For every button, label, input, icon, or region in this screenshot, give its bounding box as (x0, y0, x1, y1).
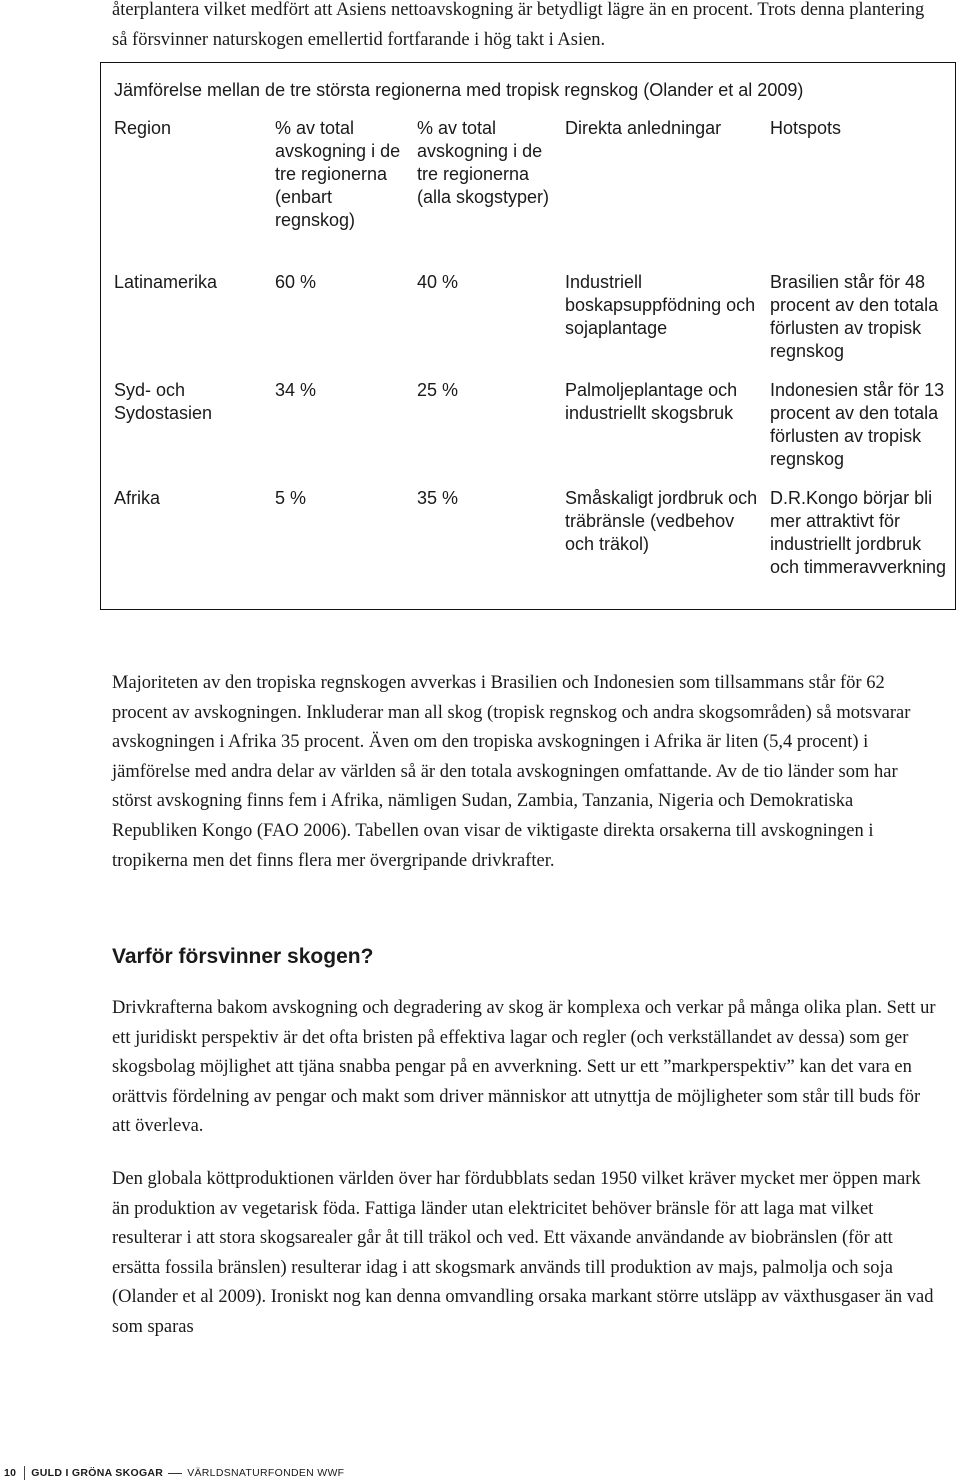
table-cell-region: Latinamerika (114, 272, 218, 292)
table-cell-region: Syd- och Sydostasien (114, 380, 213, 423)
table-cell-direct-causes: Småskaligt jordbruk och träbränsle (vedbehov och träkol) (565, 488, 758, 554)
table-caption: Jämförelse mellan de tre största regionerna med tropisk regnskog (Olander et al 2009) (114, 80, 804, 100)
publication-title: GULD I GRÖNA SKOGAR (31, 1467, 164, 1479)
table-header-direct-causes: Direkta anledningar (565, 118, 722, 138)
body-paragraph: Den globala köttproduktionen världen över har fördubblats sedan 1950 vilket kräver mycket mer öppen mark än produktion av vegetarisk föda. Fattiga länder utan elektricitet behöver bränsle för att laga mat vilket resulterar i att stora skogsarealer går åt till träkol och ved. Ett växande användande av biobränslen (för att ersätta fossila bränslen) resulterar idag i att skogsmark används till produktion av majs, palmolja och soja (Olander et al 2009). Ironiskt nog kan denna omvandling orsaka markant större utsläpp av växthusgaser än vad som sparas (112, 1169, 934, 1337)
table-cell-share-all-forest: 40 % (417, 272, 459, 292)
table-cell-share-all-forest: 25 % (417, 380, 459, 400)
body-paragraph: Majoriteten av den tropiska regnskogen avverkas i Brasilien och Indonesien som tillsammans står för 62 procent av avskogningen. Inkluderar man all skog (tropisk regnskog och andra skogsområden) så motsvarar avskogningen i Afrika 35 procent. Även om den tropiska avskogningen i Afrika är liten (5,4 procent) i jämförelse med andra delar av världen så är den totala avskogningen omfattande. Av de tio länder som har störst avskogning finns fem i Afrika, nämligen Sudan, Zambia, Tanzania, Nigeria och Demokratiska Republiken Kongo (FAO 2006). Tabellen ovan visar de viktigaste direkta orsakerna till avskogningen i tropikerna men det finns flera mer övergripande drivkrafter. (112, 673, 911, 871)
table-cell-share-rainforest: 34 % (275, 380, 317, 400)
table-header-region: Region (114, 118, 172, 138)
table-cell-region: Afrika (114, 488, 161, 508)
publisher-name: VÄRLDSNATURFONDEN WWF (187, 1467, 345, 1479)
table-header-share-all-forest: % av total avskogning i de tre regionerna (alla skogstyper) (417, 118, 550, 207)
page-number: 10 (4, 1467, 17, 1479)
table-cell-direct-causes: Palmoljeplantage och industriellt skogsbruk (565, 380, 738, 423)
footer-divider (24, 1466, 25, 1480)
section-heading: Varför försvinner skogen? (112, 945, 374, 968)
table-cell-direct-causes: Industriell boskapsuppfödning och sojaplantage (565, 272, 756, 338)
table-cell-share-all-forest: 35 % (417, 488, 459, 508)
table-header-share-rainforest: % av total avskogning i de tre regionerna (enbart regnskog) (275, 118, 401, 230)
intro-paragraph: återplantera vilket medfört att Asiens nettoavskogning är betydligt lägre än en procent. Trots denna plantering så försvinner naturskogen emellertid fortfarande i hög takt i Asien. (112, 0, 925, 50)
footer-dash (168, 1473, 182, 1474)
table-cell-share-rainforest: 60 % (275, 272, 317, 292)
comparison-table (100, 62, 956, 610)
table-cell-hotspots: Indonesien står för 13 procent av den totala förlusten av tropisk regnskog (770, 380, 945, 469)
table-cell-hotspots: Brasilien står för 48 procent av den totala förlusten av tropisk regnskog (770, 272, 939, 361)
page-footer (4, 1466, 344, 1480)
table-cell-hotspots: D.R.Kongo börjar bli mer attraktivt för industriellt jordbruk och timmeravverkning (770, 488, 947, 577)
table-cell-share-rainforest: 5 % (275, 488, 307, 508)
body-paragraph: Drivkrafterna bakom avskogning och degradering av skog är komplexa och verkar på många olika plan. Sett ur ett juridiskt perspektiv är det ofta bristen på effektiva lagar och regler (och verkställandet av dessa) som ger skogsbolag möjlighet att tjäna snabba pengar på en avverkning. Sett ur ett ”markperspektiv” kan det vara en orättvis fördelning av pengar och makt som driver människor att utnyttja de möjligheter som står till buds för att överleva. (112, 998, 936, 1137)
table-header-hotspots: Hotspots (770, 118, 842, 138)
